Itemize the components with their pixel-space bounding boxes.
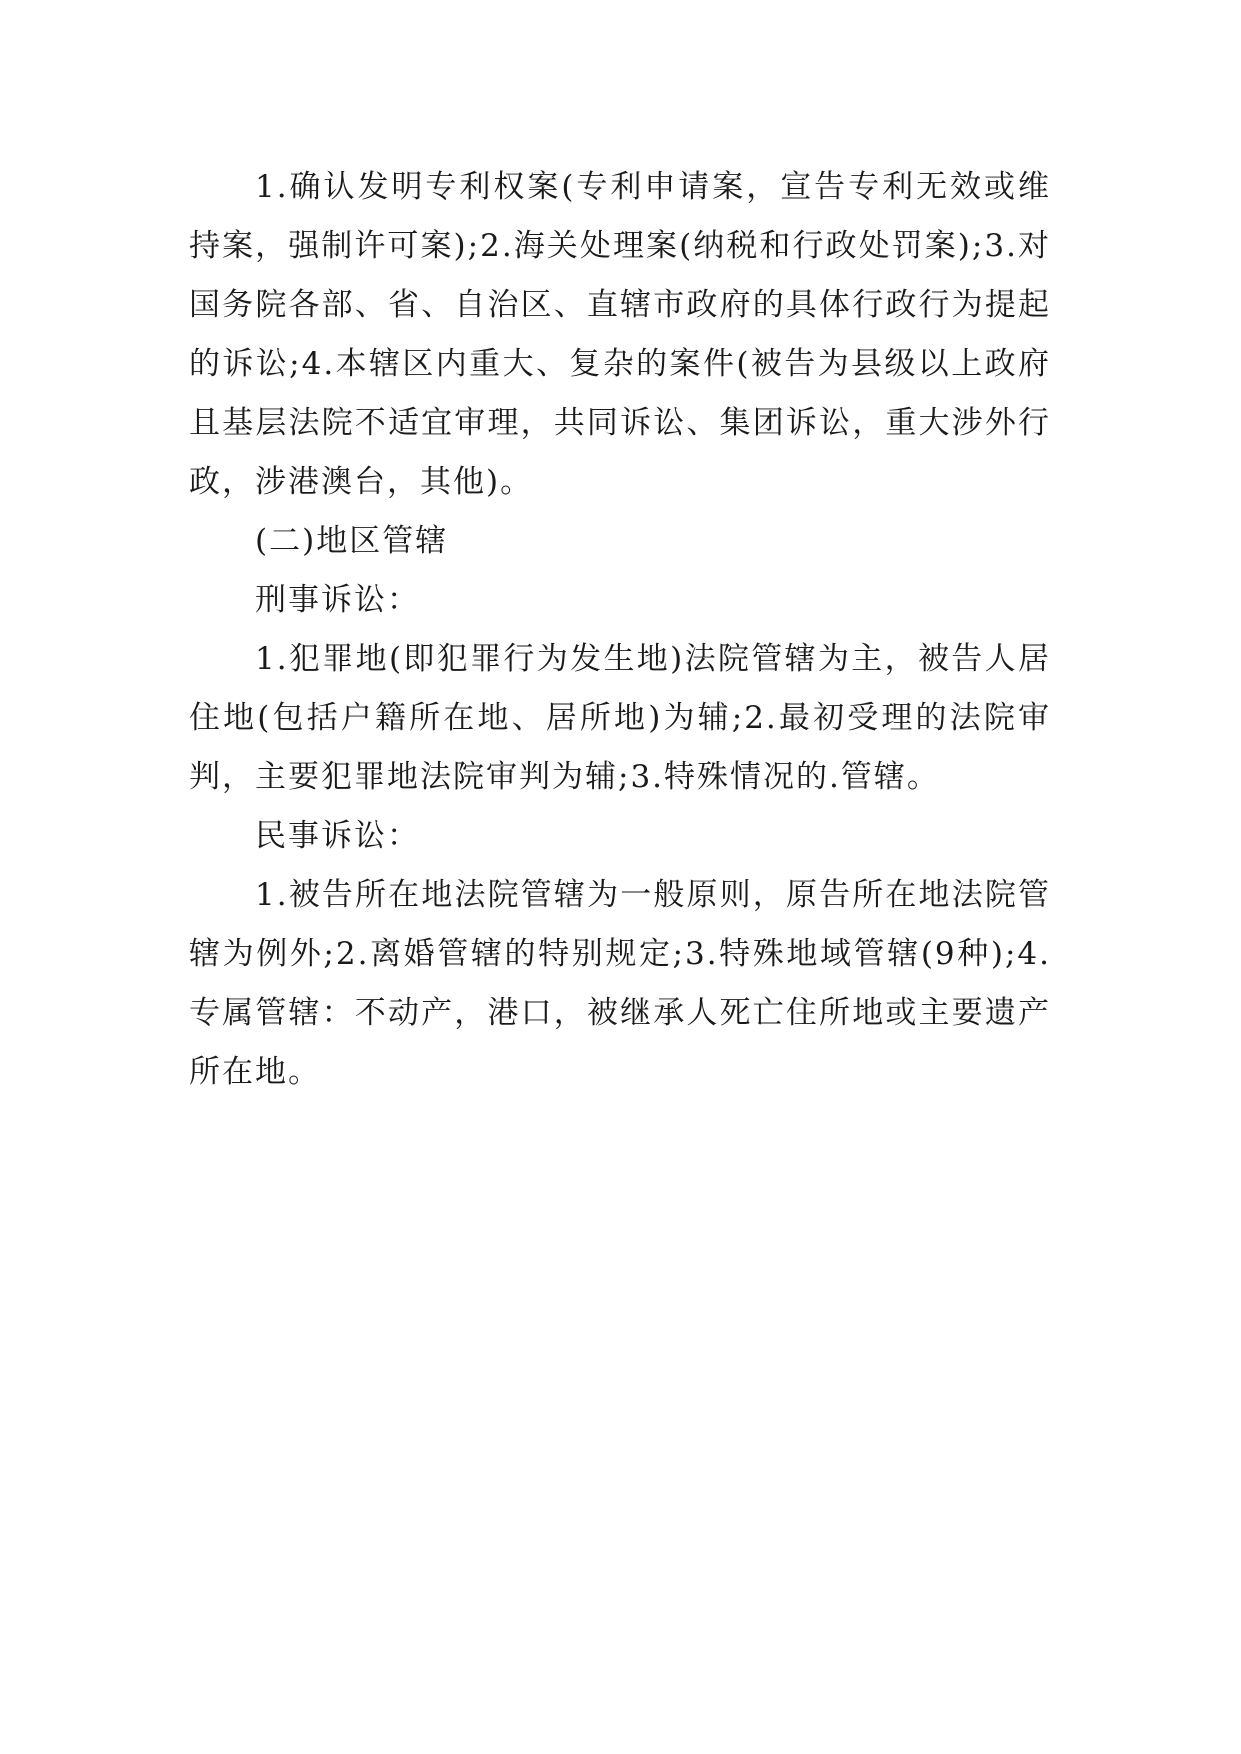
section-heading-regional-jurisdiction: (二)地区管辖: [255, 523, 449, 559]
paragraph-jurisdiction-cases: 1.确认发明专利权案(专利申请案，宣告专利无效或维持案，强制许可案);2.海关处理案(纳税和行政处罚案);3.对国务院各部、省、自治区、直辖市政府的具体行政行为提起的诉讼;4.本辖区内重大、复杂的案件(被告为县级以上政府且基层法院不适宜审理，共同诉讼、集团诉讼，重大涉外行政，涉港澳台，其他)。: [189, 169, 1051, 500]
subheading-criminal-litigation: 刑事诉讼：: [255, 582, 420, 618]
paragraph-civil-jurisdiction: 1.被告所在地法院管辖为一般原则，原告所在地法院管辖为例外;2.离婚管辖的特别规定;3.特殊地域管辖(9种);4.专属管辖：不动产，港口，被继承人死亡住所地或主要遗产所在地。: [189, 877, 1051, 1090]
subheading-civil-litigation: 民事诉讼：: [255, 818, 420, 854]
paragraph-criminal-jurisdiction: 1.犯罪地(即犯罪行为发生地)法院管辖为主，被告人居住地(包括户籍所在地、居所地)为辅;2.最初受理的法院审判，主要犯罪地法院审判为辅;3.特殊情况的.管辖。: [189, 641, 1051, 795]
document-body: [189, 158, 1051, 1102]
